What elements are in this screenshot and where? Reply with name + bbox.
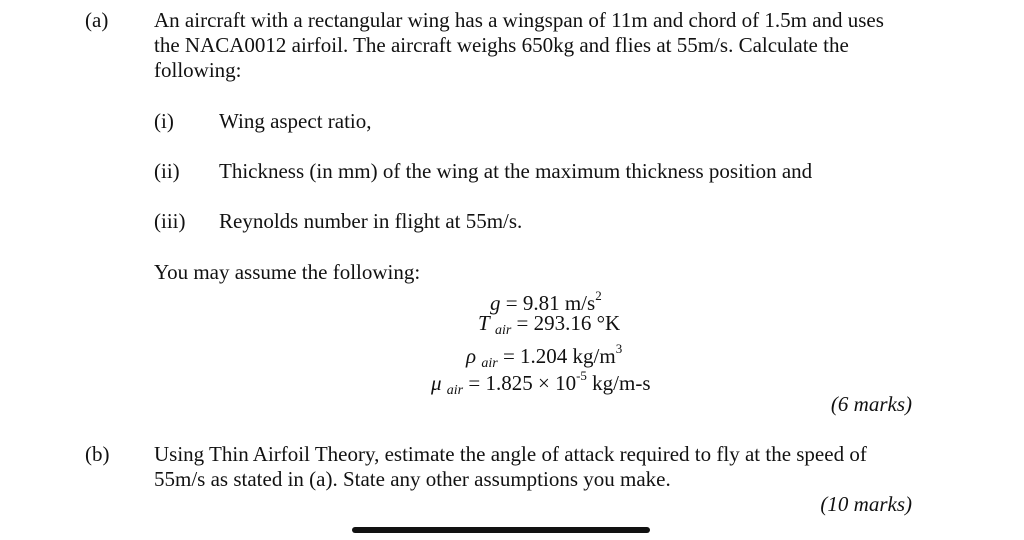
formula-temperature-value: = 293.16 °K (516, 311, 621, 335)
part-a-line-3: following: (154, 58, 242, 82)
formula-gravity-value: = 9.81 m/s (505, 291, 596, 315)
formula-temperature-sub: air (494, 323, 512, 338)
part-b-label: (b) (85, 442, 110, 466)
formula-temperature-symbol: T (478, 311, 490, 335)
formula-viscosity-unit: kg/m-s (586, 371, 651, 395)
formula-viscosity (431, 366, 651, 398)
home-indicator-bar[interactable] (352, 527, 650, 533)
formula-density-sup: 3 (615, 341, 623, 356)
formula-temperature (478, 312, 620, 338)
item-i-label: (i) (154, 109, 174, 133)
item-iii-text: Reynolds number in flight at 55m/s. (219, 209, 523, 233)
item-ii-text: Thickness (in mm) of the wing at the maximum thickness position and (219, 159, 813, 183)
part-a-label: (a) (85, 8, 109, 32)
formula-gravity-sup: 2 (595, 288, 602, 303)
part-a-marks: (6 marks) (830, 392, 912, 416)
formula-viscosity-sub: air (446, 383, 464, 398)
formula-density-symbol: ρ (466, 344, 477, 368)
formula-gravity-symbol: g (490, 291, 501, 315)
item-i-text: Wing aspect ratio, (219, 109, 372, 133)
formula-density-sub: air (481, 356, 498, 371)
part-a-line-1: An aircraft with a rectangular wing has a wingspan of 11m and chord of 1.5m and uses (154, 8, 884, 32)
part-b-line-2: 55m/s as stated in (a). State any other assumptions you make. (154, 467, 671, 491)
part-b-marks: (10 marks) (820, 492, 912, 516)
formula-viscosity-symbol: μ (431, 371, 442, 395)
item-iii-label: (iii) (154, 209, 186, 233)
formula-viscosity-sup: -5 (576, 368, 587, 383)
formula-viscosity-value: = 1.825 × 10 (468, 371, 577, 395)
part-b-line-1: Using Thin Airfoil Theory, estimate the angle of attack required to fly at the speed of (154, 442, 867, 466)
assume-text: You may assume the following: (154, 260, 421, 284)
formula-density-value: = 1.204 kg/m (502, 344, 616, 368)
item-ii-label: (ii) (154, 159, 180, 183)
part-a-line-2: the NACA0012 airfoil. The aircraft weighs 650kg and flies at 55m/s. Calculate the (154, 33, 849, 57)
